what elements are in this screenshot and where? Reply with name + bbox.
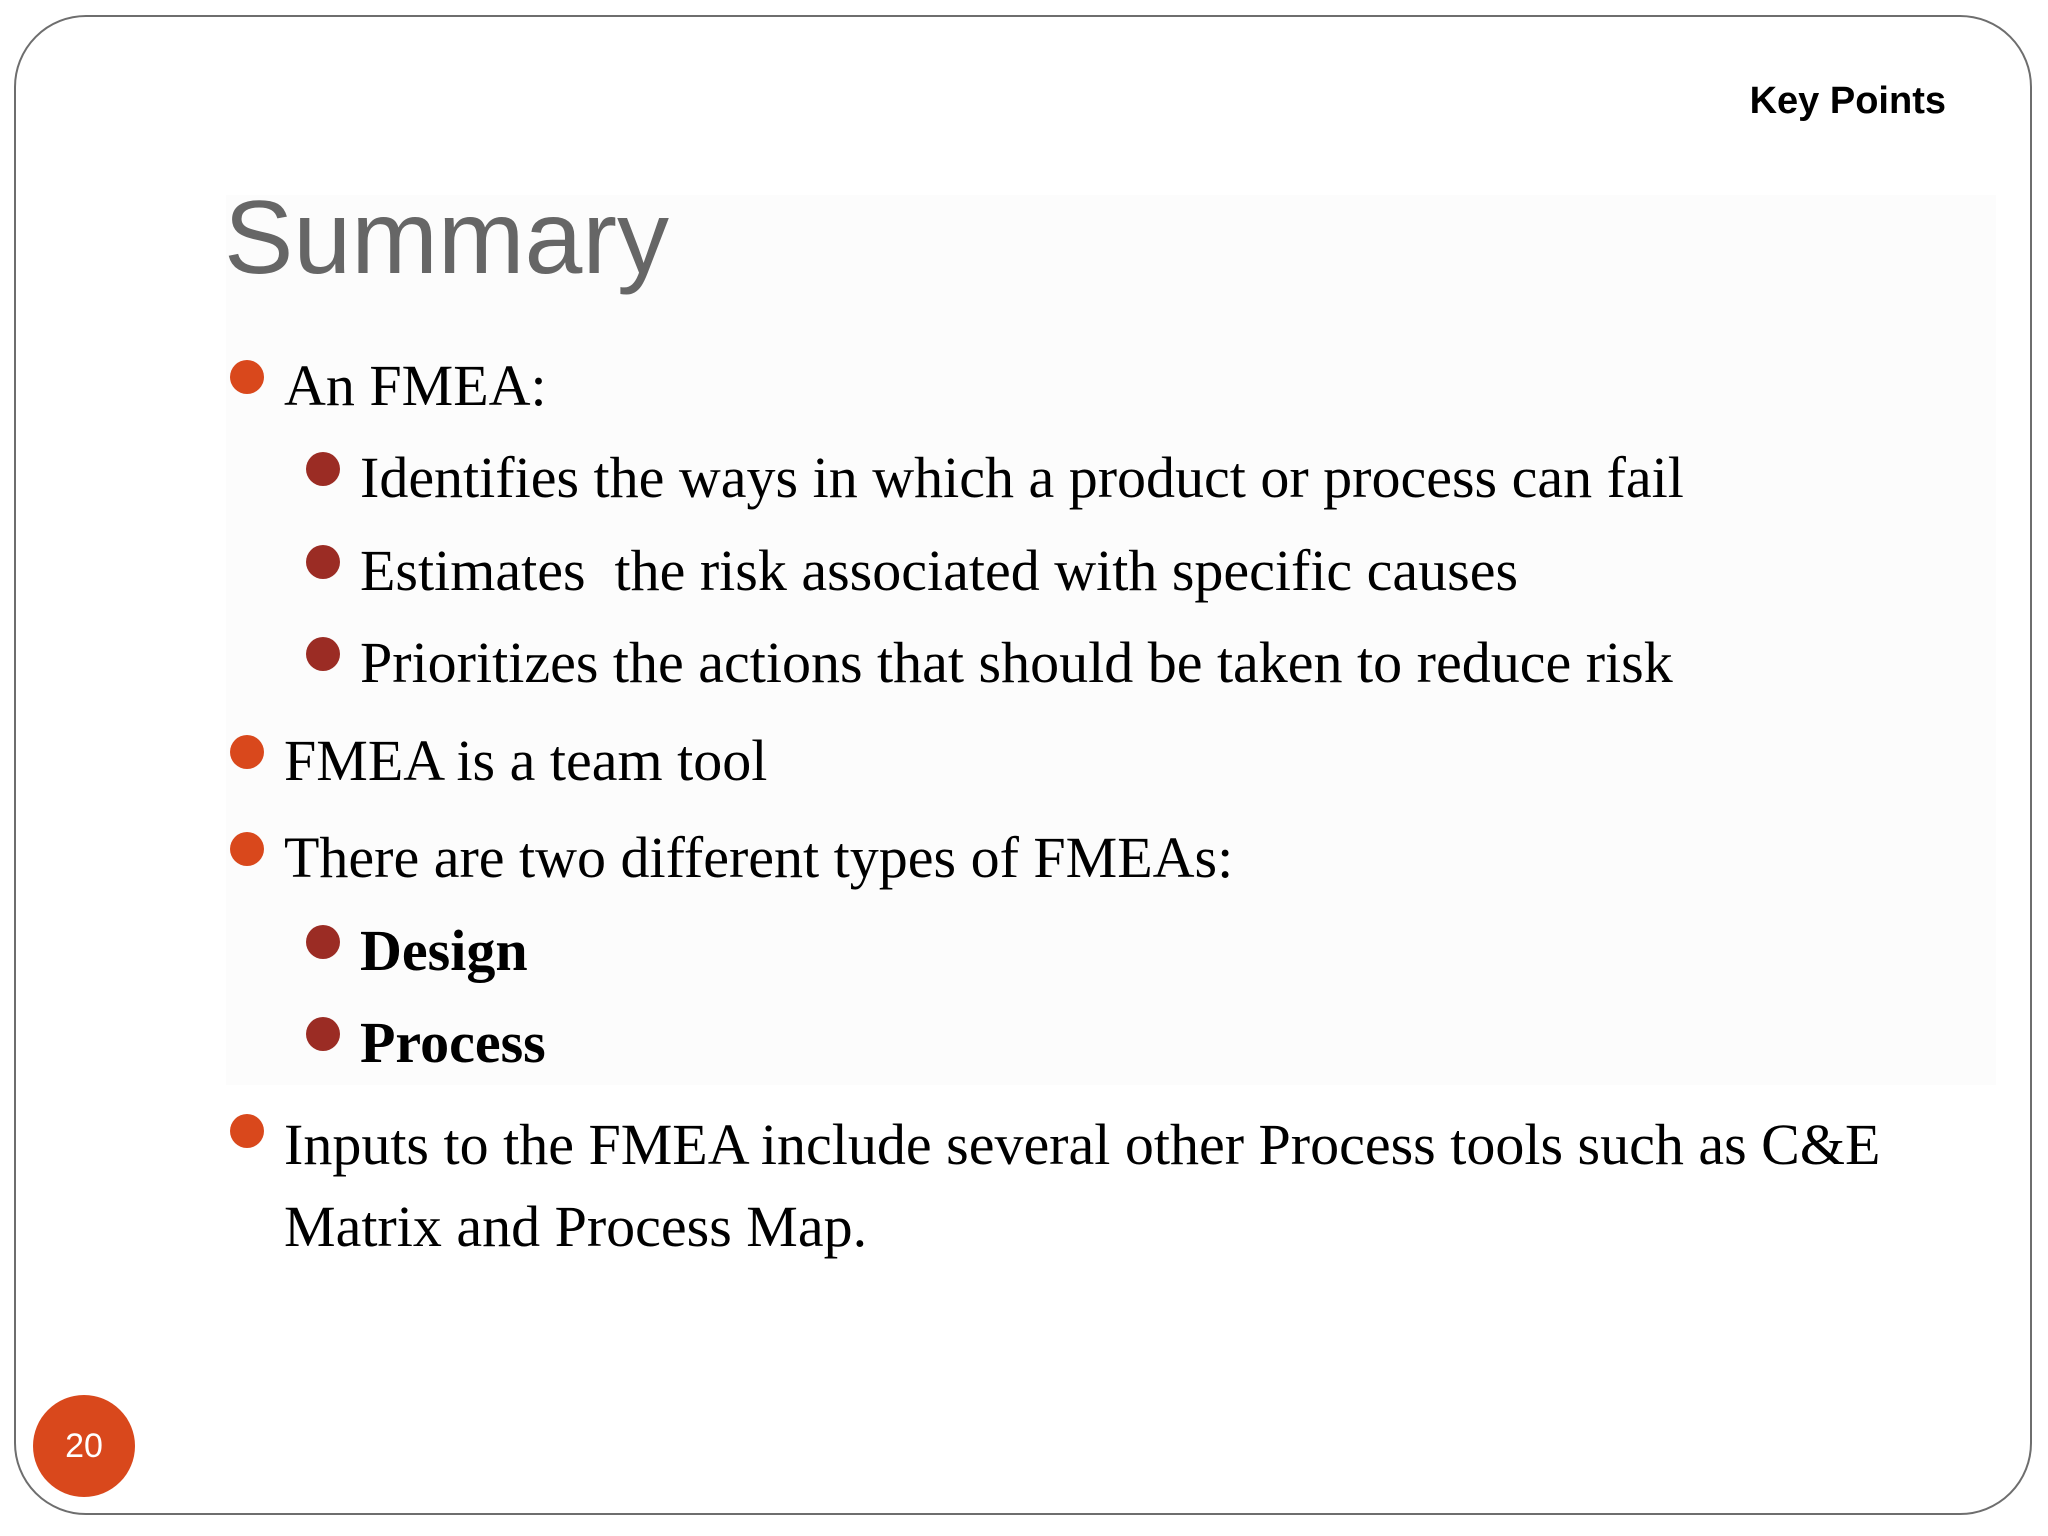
- bullet-text: FMEA is a team tool: [284, 728, 768, 793]
- sub-bullet-estimates: [360, 535, 1518, 607]
- sub-bullet-design: [360, 915, 528, 987]
- sub-bullet-dot-icon: [306, 925, 340, 959]
- key-points-label: Key Points: [1749, 80, 1946, 122]
- bullet-text: Design: [360, 918, 528, 983]
- sub-bullet-prioritizes: [360, 627, 1673, 699]
- sub-bullet-dot-icon: [306, 637, 340, 671]
- sub-bullet-process: [360, 1007, 546, 1079]
- bullet-two-types: [284, 822, 1233, 894]
- bullet-text: Process: [360, 1010, 546, 1075]
- bullet-inputs: [284, 1104, 1924, 1268]
- bullet-dot-icon: [230, 360, 264, 394]
- bullet-an-fmea: [284, 350, 547, 422]
- bullet-text: There are two different types of FMEAs:: [284, 825, 1234, 890]
- bullet-dot-icon: [230, 832, 264, 866]
- sub-bullet-dot-icon: [306, 452, 340, 486]
- bullet-text: Prioritizes the actions that should be taken to reduce risk: [360, 630, 1673, 695]
- bullet-text: Inputs to the FMEA include several other Process tools such as C&E Matrix and Process Map.: [284, 1112, 1881, 1259]
- page-number-badge: 20: [33, 1395, 135, 1497]
- bullet-dot-icon: [230, 735, 264, 769]
- bullet-dot-icon: [230, 1114, 264, 1148]
- bullet-text: Identifies the ways in which a product or process can fail: [360, 445, 1684, 510]
- slide-title: Summary: [224, 180, 669, 296]
- sub-bullet-identifies: [360, 442, 1684, 514]
- bullet-team-tool: [284, 725, 767, 797]
- sub-bullet-dot-icon: [306, 1017, 340, 1051]
- bullet-text: Estimates the risk associated with specific causes: [360, 538, 1519, 603]
- sub-bullet-dot-icon: [306, 545, 340, 579]
- bullet-text: An FMEA:: [284, 353, 547, 418]
